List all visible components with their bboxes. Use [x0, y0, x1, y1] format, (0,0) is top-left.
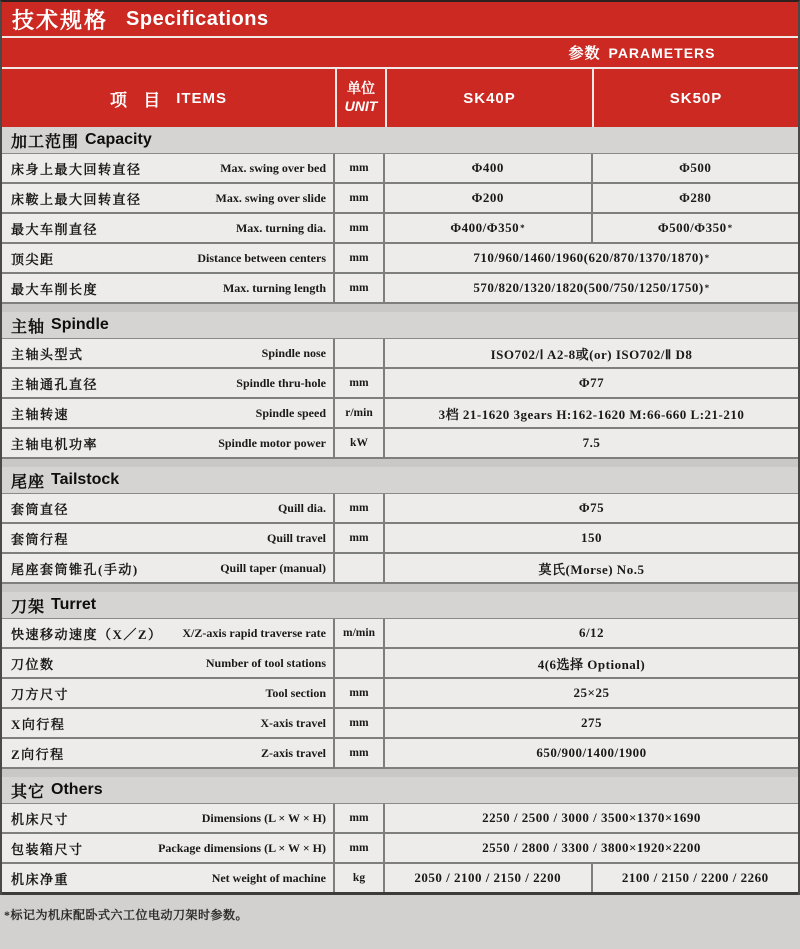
table-row	[2, 834, 798, 864]
row-label-en: Quill dia.	[277, 500, 326, 515]
row-label-cell	[2, 429, 335, 457]
value-cell: 150	[581, 530, 602, 545]
row-values	[385, 494, 798, 522]
section-title-cn: 其它	[11, 783, 46, 801]
row-label-en: Package dimensions (L × W × H)	[158, 840, 326, 855]
value-cell: 570/820/1320/1820(500/750/1250/1750) *	[473, 280, 710, 295]
row-unit-cell: mm	[335, 709, 385, 737]
row-values	[385, 864, 798, 892]
unit-column-header	[335, 69, 385, 127]
value-cell: 2050 / 2100 / 2150 / 2200	[414, 870, 562, 885]
value-cell: 3档 21-1620 3gears H:162-1620 M:66-660 L:21-210	[438, 406, 745, 422]
table-row	[2, 709, 798, 739]
row-label-cn: 套筒直径	[11, 501, 70, 517]
unit-label-en: UNIT	[344, 98, 378, 114]
value-cell: 2550 / 2800 / 3300 / 3800×1920×2200	[482, 840, 701, 855]
section-title-cn: 主轴	[11, 318, 46, 336]
row-label-en: Spindle speed	[255, 405, 326, 420]
row-values	[385, 834, 798, 862]
table-row	[2, 524, 798, 554]
row-unit-cell: mm	[335, 524, 385, 552]
row-label-cell	[2, 524, 335, 552]
title-bar	[2, 2, 798, 36]
value-cell: Φ77	[578, 375, 605, 390]
section-title-cn: 刀架	[11, 598, 46, 616]
table-row	[2, 649, 798, 679]
row-label-en: Spindle nose	[261, 345, 326, 360]
row-values	[385, 214, 798, 242]
section-rows	[2, 494, 798, 584]
footnote-marker: *	[520, 223, 526, 233]
row-unit-cell	[335, 339, 385, 367]
row-label-en: Dimensions (L × W × H)	[201, 810, 326, 825]
footnote-marker: *	[704, 253, 710, 263]
value-cell: Φ500/Φ350 *	[591, 214, 799, 242]
row-label-cell	[2, 864, 335, 892]
section-header	[2, 312, 798, 339]
value-cell: Φ400	[471, 160, 504, 175]
row-label-cell	[2, 154, 335, 182]
table-row	[2, 494, 798, 524]
row-label-cn: 快速移动速度（X／Z）	[11, 626, 163, 642]
parameters-label	[482, 38, 800, 67]
row-label-cn: 套筒行程	[11, 531, 70, 547]
table-row	[2, 214, 798, 244]
value-cell: ISO702/Ⅰ A2-8或(or) ISO702/Ⅱ D8	[490, 346, 693, 362]
row-unit-cell: kg	[335, 864, 385, 892]
row-label-en: Max. swing over bed	[220, 160, 326, 175]
row-label-en: Z-axis travel	[261, 745, 326, 760]
row-label-en: X-axis travel	[260, 715, 326, 730]
row-label-cell	[2, 369, 335, 397]
row-label-cell	[2, 619, 335, 647]
spec-section	[2, 777, 798, 895]
page-title-en: Specifications	[126, 7, 269, 30]
row-label-cn: 主轴电机功率	[11, 436, 99, 452]
row-label-cn: Z向行程	[11, 746, 65, 762]
table-row	[2, 679, 798, 709]
footnote-marker: *	[704, 283, 710, 293]
row-label-cn: 床身上最大回转直径	[11, 161, 142, 177]
row-label-cell	[2, 494, 335, 522]
section-rows	[2, 339, 798, 459]
value-cell: 7.5	[582, 435, 601, 450]
section-rows	[2, 619, 798, 769]
row-values	[385, 399, 798, 427]
table-row	[2, 554, 798, 584]
row-label-cell	[2, 554, 335, 582]
section-title-en: Spindle	[51, 316, 109, 333]
row-label-cell	[2, 649, 335, 677]
row-label-en: Net weight of machine	[211, 870, 326, 885]
section-title-en: Capacity	[85, 131, 152, 148]
spec-section	[2, 592, 798, 769]
value-cell: 2250 / 2500 / 3000 / 3500×1370×1690	[482, 810, 701, 825]
row-label-en: Distance between centers	[197, 250, 326, 265]
value-cell: 4(6选择 Optional)	[537, 656, 646, 672]
table-row	[2, 399, 798, 429]
row-label-cn: 刀位数	[11, 656, 55, 672]
footnote-marker: *	[727, 223, 733, 233]
row-values	[385, 184, 798, 212]
value-cell: 莫氏(Morse) No.5	[538, 561, 645, 577]
row-label-cn: 顶尖距	[11, 251, 55, 267]
items-label-en: ITEMS	[176, 89, 228, 107]
row-unit-cell: mm	[335, 184, 385, 212]
row-values	[385, 274, 798, 302]
row-unit-cell: mm	[335, 154, 385, 182]
footnote: *标记为机床配卧式六工位电动刀架时参数。	[4, 908, 249, 922]
row-label-cell	[2, 739, 335, 767]
row-unit-cell: mm	[335, 804, 385, 832]
spec-section	[2, 312, 798, 459]
row-label-cell	[2, 339, 335, 367]
value-cell: Φ400/Φ350 *	[450, 220, 526, 235]
row-label-cn: 最大车削长度	[11, 281, 99, 297]
row-label-en: Quill taper (manual)	[220, 560, 326, 575]
column-header-row	[2, 69, 798, 127]
row-label-cell	[2, 214, 335, 242]
row-unit-cell: mm	[335, 739, 385, 767]
row-values	[385, 649, 798, 677]
row-label-en: Quill travel	[267, 530, 326, 545]
table-row	[2, 739, 798, 769]
table-row	[2, 154, 798, 184]
table-row	[2, 804, 798, 834]
value-cell: Φ75	[578, 500, 605, 515]
table-row	[2, 184, 798, 214]
section-header	[2, 127, 798, 154]
spec-header	[0, 0, 800, 127]
value-cell: Φ500	[591, 154, 799, 182]
parameters-bar	[2, 38, 798, 67]
row-label-cell	[2, 244, 335, 272]
row-label-en: Max. turning dia.	[235, 220, 326, 235]
row-label-cell	[2, 274, 335, 302]
value-cell: 6/12	[578, 625, 605, 640]
row-values	[385, 679, 798, 707]
row-unit-cell: m/min	[335, 619, 385, 647]
row-values	[385, 709, 798, 737]
row-label-en: Max. turning length	[222, 280, 326, 295]
row-label-cn: 包装箱尺寸	[11, 841, 84, 857]
row-values	[385, 154, 798, 182]
row-unit-cell	[335, 554, 385, 582]
model-column-header-sk40p: SK40P	[385, 69, 592, 127]
row-values	[385, 369, 798, 397]
table-row	[2, 864, 798, 895]
items-label-cn: 项 目	[109, 90, 167, 110]
parameters-label-cn: 参数	[568, 45, 601, 62]
section-header	[2, 467, 798, 494]
section-title-cn: 加工范围	[11, 133, 80, 151]
section-rows	[2, 804, 798, 895]
section-title-en: Tailstock	[51, 471, 120, 488]
section-title-en: Others	[51, 781, 103, 798]
row-label-cn: 床鞍上最大回转直径	[11, 191, 142, 207]
spec-section	[2, 127, 798, 304]
row-label-cn: 机床净重	[11, 871, 70, 887]
row-values	[385, 554, 798, 582]
row-unit-cell: mm	[335, 679, 385, 707]
spec-table-body	[0, 127, 800, 895]
items-column-header	[2, 69, 335, 127]
row-label-cn: 主轴头型式	[11, 346, 84, 362]
row-label-cn: 主轴通孔直径	[11, 376, 99, 392]
row-values	[385, 804, 798, 832]
model-column-header-sk50p: SK50P	[592, 69, 798, 127]
value-cell: 275	[581, 715, 602, 730]
row-label-cn: X向行程	[11, 716, 66, 732]
row-values	[385, 339, 798, 367]
row-label-en: Spindle motor power	[218, 435, 326, 450]
table-row	[2, 429, 798, 459]
section-header	[2, 777, 798, 804]
row-label-cn: 尾座套筒锥孔(手动)	[11, 561, 139, 577]
section-title-cn: 尾座	[11, 473, 46, 491]
row-values	[385, 429, 798, 457]
value-cell: Φ280	[591, 184, 799, 212]
row-label-en: Spindle thru-hole	[236, 375, 326, 390]
row-unit-cell	[335, 649, 385, 677]
section-header	[2, 592, 798, 619]
table-row	[2, 369, 798, 399]
row-label-cell	[2, 709, 335, 737]
row-label-cn: 主轴转速	[11, 406, 70, 422]
row-label-cell	[2, 184, 335, 212]
row-unit-cell: mm	[335, 274, 385, 302]
table-row	[2, 619, 798, 649]
row-values	[385, 244, 798, 272]
page-title-cn: 技术规格	[12, 7, 109, 33]
table-row	[2, 244, 798, 274]
row-label-cn: 刀方尺寸	[11, 686, 70, 702]
value-cell: 2100 / 2150 / 2200 / 2260	[591, 864, 799, 892]
row-label-cell	[2, 679, 335, 707]
parameters-label-en: PARAMETERS	[608, 44, 716, 61]
row-values	[385, 619, 798, 647]
row-unit-cell: mm	[335, 214, 385, 242]
value-cell: 650/900/1400/1900	[536, 745, 647, 760]
row-values	[385, 524, 798, 552]
row-label-cell	[2, 834, 335, 862]
row-label-en: Number of tool stations	[205, 655, 326, 670]
row-unit-cell: mm	[335, 369, 385, 397]
value-cell: 25×25	[573, 685, 610, 700]
row-unit-cell: mm	[335, 244, 385, 272]
row-unit-cell: r/min	[335, 399, 385, 427]
table-row	[2, 339, 798, 369]
row-unit-cell: mm	[335, 494, 385, 522]
spec-section	[2, 467, 798, 584]
section-rows	[2, 154, 798, 304]
value-cell: 710/960/1460/1960(620/870/1370/1870) *	[473, 250, 710, 265]
row-label-cn: 机床尺寸	[11, 811, 70, 827]
row-label-cell	[2, 399, 335, 427]
table-row	[2, 274, 798, 304]
unit-label-cn: 单位	[347, 81, 375, 97]
row-label-cn: 最大车削直径	[11, 221, 99, 237]
row-label-en: Max. swing over slide	[215, 190, 326, 205]
row-label-cell	[2, 804, 335, 832]
row-values	[385, 739, 798, 767]
section-title-en: Turret	[51, 596, 97, 613]
row-unit-cell: kW	[335, 429, 385, 457]
row-unit-cell: mm	[335, 834, 385, 862]
row-label-en: Tool section	[265, 685, 326, 700]
row-label-en: X/Z-axis rapid traverse rate	[182, 625, 326, 640]
value-cell: Φ200	[471, 190, 504, 205]
